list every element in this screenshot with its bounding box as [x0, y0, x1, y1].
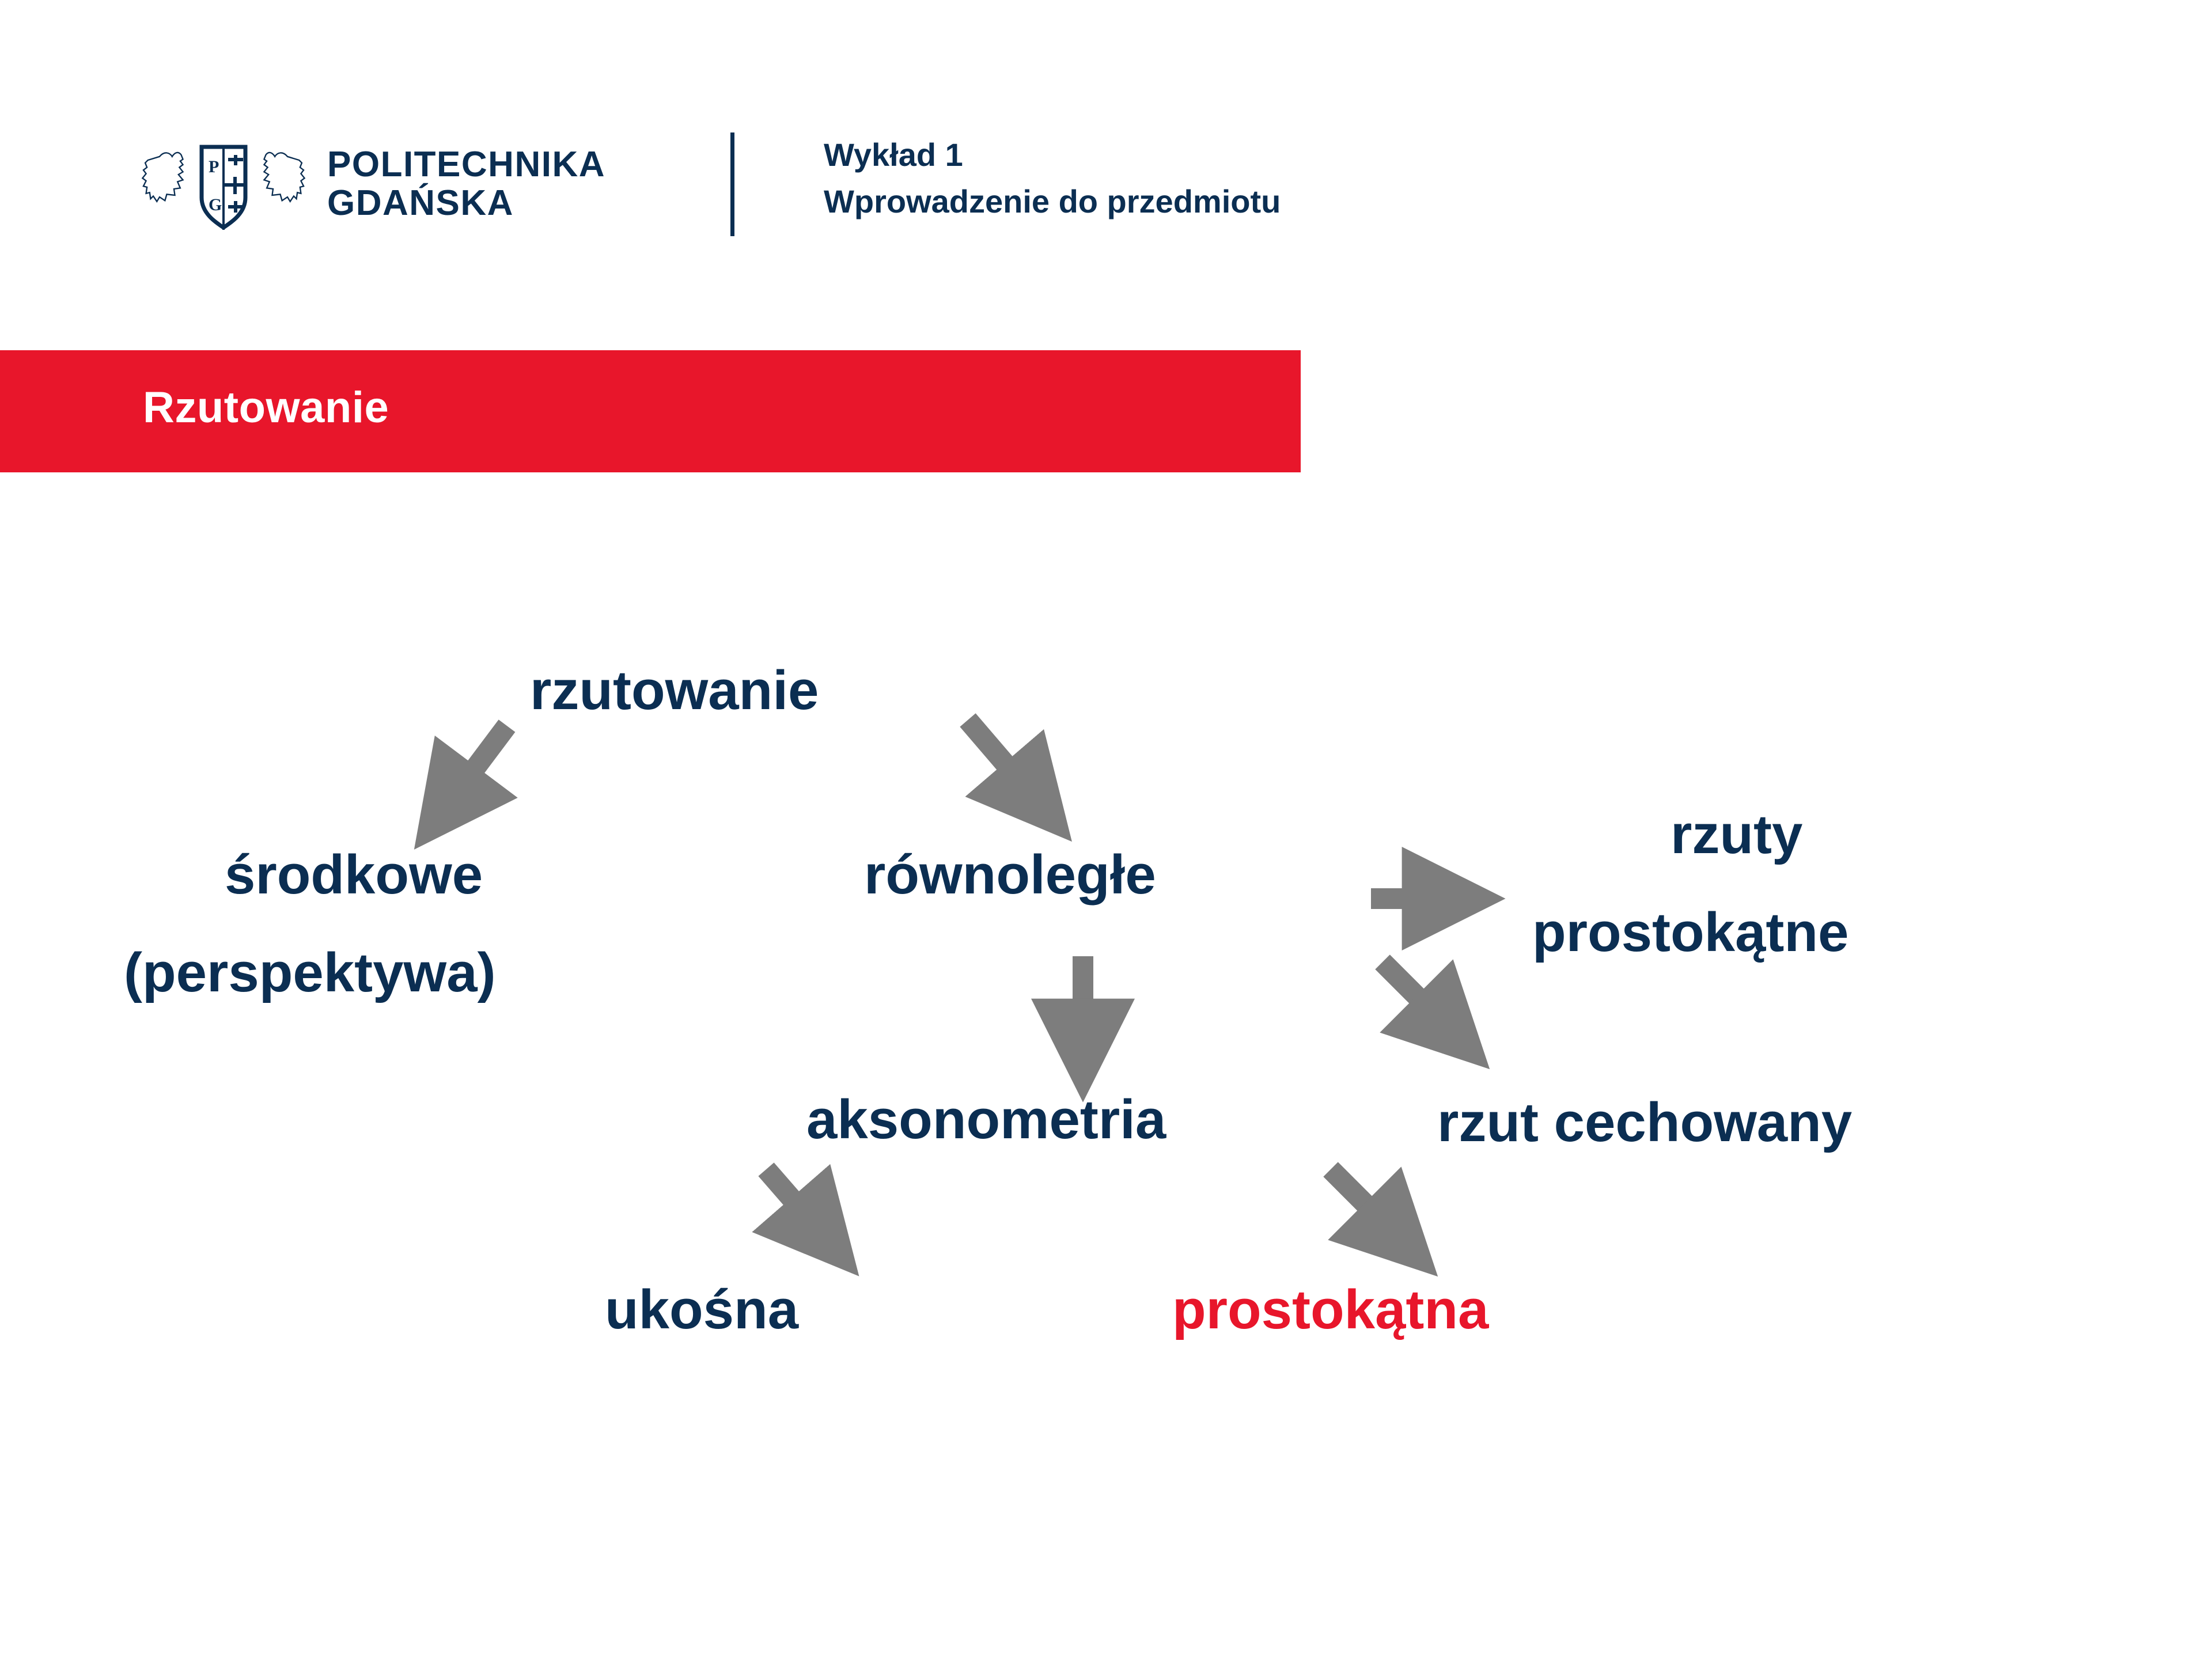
- pg-crest-icon: [137, 130, 310, 239]
- svg-text:G: G: [209, 195, 222, 214]
- university-name-line1: POLITECHNIKA: [327, 145, 605, 185]
- node-rzuty-prostokatne: prostokątne: [1532, 902, 1849, 963]
- node-rzutowanie: rzutowanie: [530, 660, 819, 721]
- node-rzut-cechowany: rzut cechowany: [1437, 1092, 1853, 1153]
- section-title-bar: [0, 350, 1301, 472]
- node-rzuty: rzuty: [1671, 804, 1803, 865]
- projection-tree-diagram: [0, 611, 2212, 1590]
- university-logo: [137, 115, 605, 253]
- lecture-info: [824, 131, 1281, 225]
- node-srodkowe: środkowe: [225, 844, 483, 906]
- node-aksonometria: aksonometria: [806, 1089, 1166, 1150]
- svg-text:P: P: [209, 157, 219, 176]
- university-name: [327, 146, 605, 223]
- page-title: Rzutowanie: [143, 383, 389, 432]
- node-ukosna: ukośna: [605, 1279, 799, 1340]
- node-prostokatna: prostokątna: [1172, 1279, 1489, 1340]
- node-rownolegle: równoległe: [864, 844, 1156, 906]
- header-divider: [730, 132, 734, 236]
- node-srodkowe-perspektywa: (perspektywa): [124, 942, 496, 1003]
- slide-header: [0, 115, 2212, 253]
- lecture-number: Wykład 1: [824, 137, 963, 173]
- university-name-line2: GDAŃSKA: [327, 183, 514, 223]
- lecture-subtitle: Wprowadzenie do przedmiotu: [824, 183, 1281, 220]
